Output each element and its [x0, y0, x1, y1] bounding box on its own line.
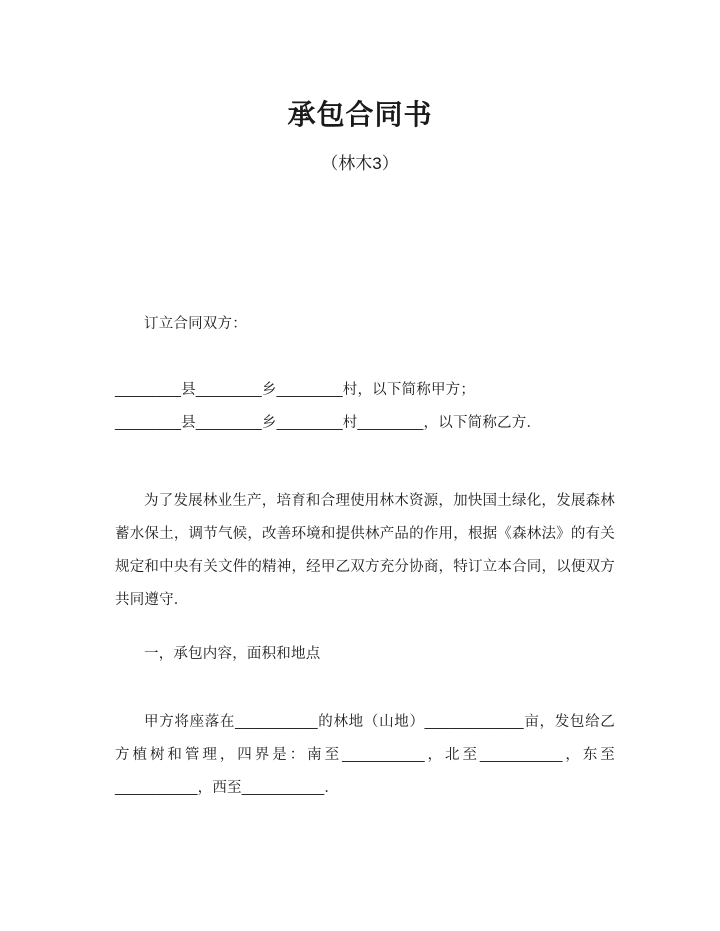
party-a-line: ________县________乡________村，以下简称甲方； [115, 382, 476, 398]
section-1-body: 甲方将座落在__________的林地（山地）____________亩，发包给乙方植树和管理，四界是：南至__________，北至__________，东至__________，西至__________． [115, 714, 615, 796]
page-title: 承包合同书 [287, 98, 433, 130]
preamble-paragraph: 为了发展林业生产，培育和合理使用林木资源，加快国土绿化，发展森林蓄水保土，调节气候，改善环境和提供林产品的作用，根据《森林法》的有关规定和中央有关文件的精神，经甲乙双方充分协商，特订立本合同，以便双方共同遵守． [115, 493, 615, 608]
parties-label: 订立合同双方： [144, 316, 247, 332]
section-1-heading: 一，承包内容，面积和地点 [144, 646, 321, 662]
document-subtitle: （林木3） [321, 154, 399, 173]
party-b-line: ________县________乡________村________，以下简称乙方． [115, 415, 542, 431]
